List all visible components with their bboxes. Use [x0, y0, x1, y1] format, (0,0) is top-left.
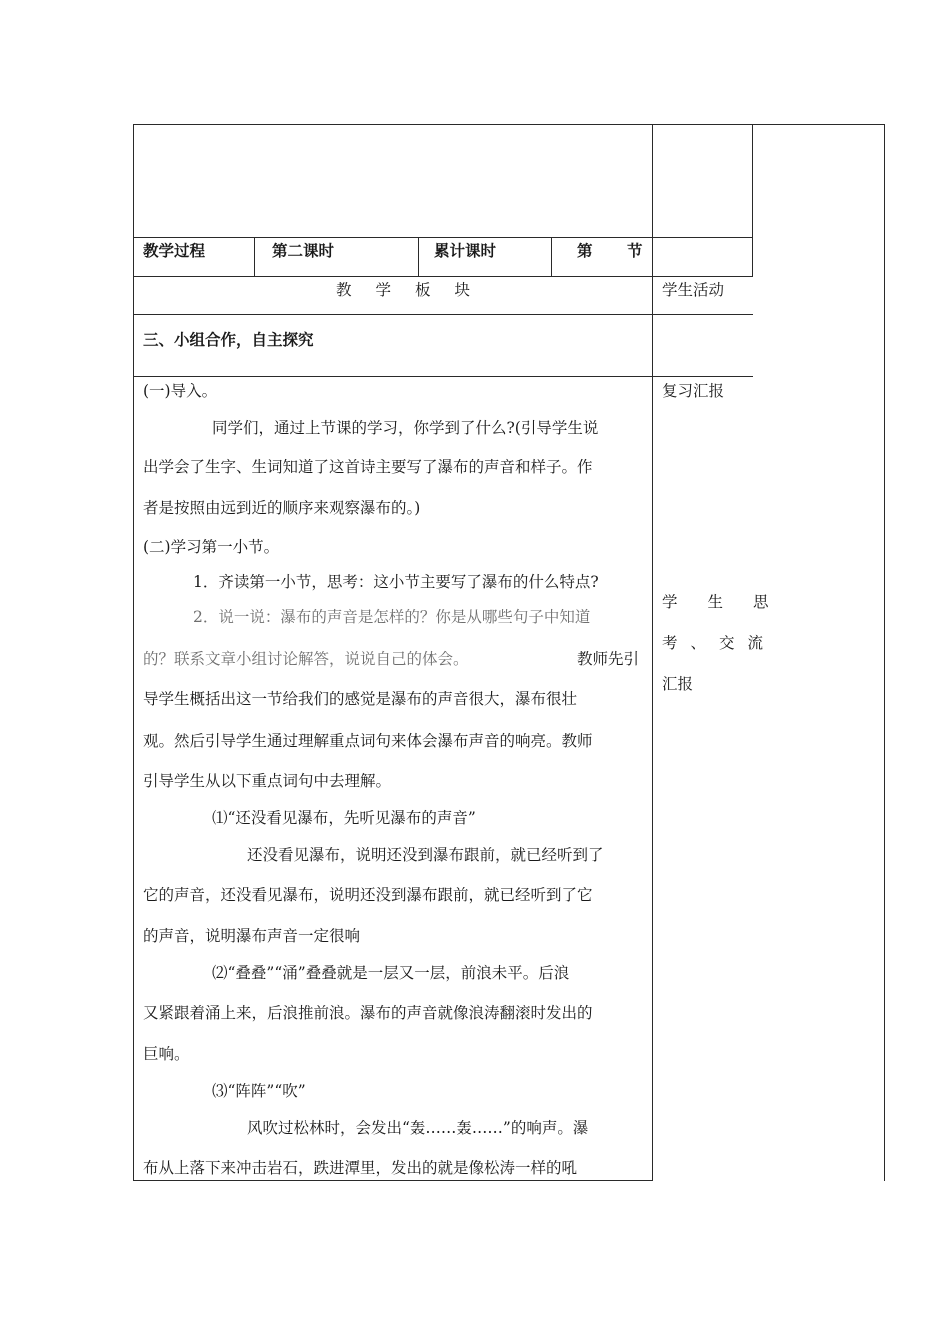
period-di-label: 第 — [577, 241, 593, 260]
content-line: 2．说一说：瀑布的声音是怎样的？你是从哪些句子中知道 — [193, 608, 591, 626]
content-line: 布从上落下来冲击岩石，跌进潭里，发出的就是像松涛一样的吼 — [143, 1159, 578, 1177]
content-line: 巨响。 — [143, 1045, 190, 1063]
section-row-bottom-border — [133, 376, 753, 377]
content-line: (二)学习第一小节。 — [143, 538, 280, 556]
content-line: 的？联系文章小组讨论解答，说说自己的体会。 — [143, 650, 469, 668]
lesson-label: 第二课时 — [272, 241, 335, 260]
content-line: ⑴“还没看见瀑布，先听见瀑布的声音” — [212, 809, 476, 827]
content-line: (一)导入。 — [143, 382, 218, 400]
content-line: ⑶“阵阵”“吹” — [212, 1082, 306, 1100]
content-line: 同学们，通过上节课的学习，你学到了什么?(引导学生说 — [212, 419, 599, 437]
activity-think-line-2: 考、交流 — [662, 634, 777, 652]
content-line: 者是按照由远到近的顺序来观察瀑布的。) — [143, 499, 421, 517]
content-line: 还没看见瀑布，说明还没到瀑布跟前，就已经听到了 — [247, 846, 604, 864]
content-line: 的声音，说明瀑布声音一定很响 — [143, 927, 361, 945]
table-top-border — [133, 124, 885, 125]
cumulative-lessons-label: 累计课时 — [434, 241, 497, 260]
teaching-process-label: 教学过程 — [143, 241, 206, 260]
activity-column-left-border — [652, 124, 653, 1181]
activity-column-right-border-top — [752, 124, 753, 277]
table-right-border — [884, 124, 885, 1181]
section-title: 三、小组合作，自主探究 — [143, 330, 314, 349]
activity-review: 复习汇报 — [662, 382, 725, 400]
content-line: 观。然后引导学生通过理解重点词句来体会瀑布声音的响亮。教师 — [143, 732, 593, 750]
header-divider-1 — [254, 237, 255, 277]
activity-think-line-1: 学生思 — [662, 593, 799, 611]
content-line: ⑵“叠叠”“涌”叠叠就是一层又一层，前浪未平。后浪 — [212, 964, 570, 982]
content-line: 又紧跟着涌上来，后浪推前浪。瀑布的声音就像浪涛翻滚时发出的 — [143, 1004, 593, 1022]
content-line: 风吹过松林时，会发出“轰……轰……”的响声。瀑 — [247, 1119, 589, 1137]
content-line: 教师先引 — [577, 650, 640, 668]
header-divider-2 — [418, 237, 419, 277]
column-header-bottom-border — [133, 314, 753, 315]
period-jie-label: 节 — [627, 241, 643, 260]
header-row-bottom-border — [133, 276, 753, 277]
student-activity-heading: 学生活动 — [662, 281, 725, 299]
content-line: 引导学生从以下重点词句中去理解。 — [143, 772, 392, 790]
content-bottom-border — [133, 1180, 653, 1181]
content-line: 1．齐读第一小节，思考：这小节主要写了瀑布的什么特点? — [193, 573, 599, 591]
header-row-top-border — [133, 237, 753, 238]
content-line: 它的声音，还没看见瀑布，说明还没到瀑布跟前，就已经听到了它 — [143, 886, 593, 904]
activity-think-line-3: 汇报 — [662, 675, 694, 693]
teaching-board-heading: 教学板块 — [336, 281, 495, 299]
content-line: 导学生概括出这一节给我们的感觉是瀑布的声音很大，瀑布很壮 — [143, 690, 578, 708]
table-left-border — [133, 124, 134, 1181]
header-divider-3 — [551, 237, 552, 277]
content-line: 出学会了生字、生词知道了这首诗主要写了瀑布的声音和样子。作 — [143, 458, 593, 476]
